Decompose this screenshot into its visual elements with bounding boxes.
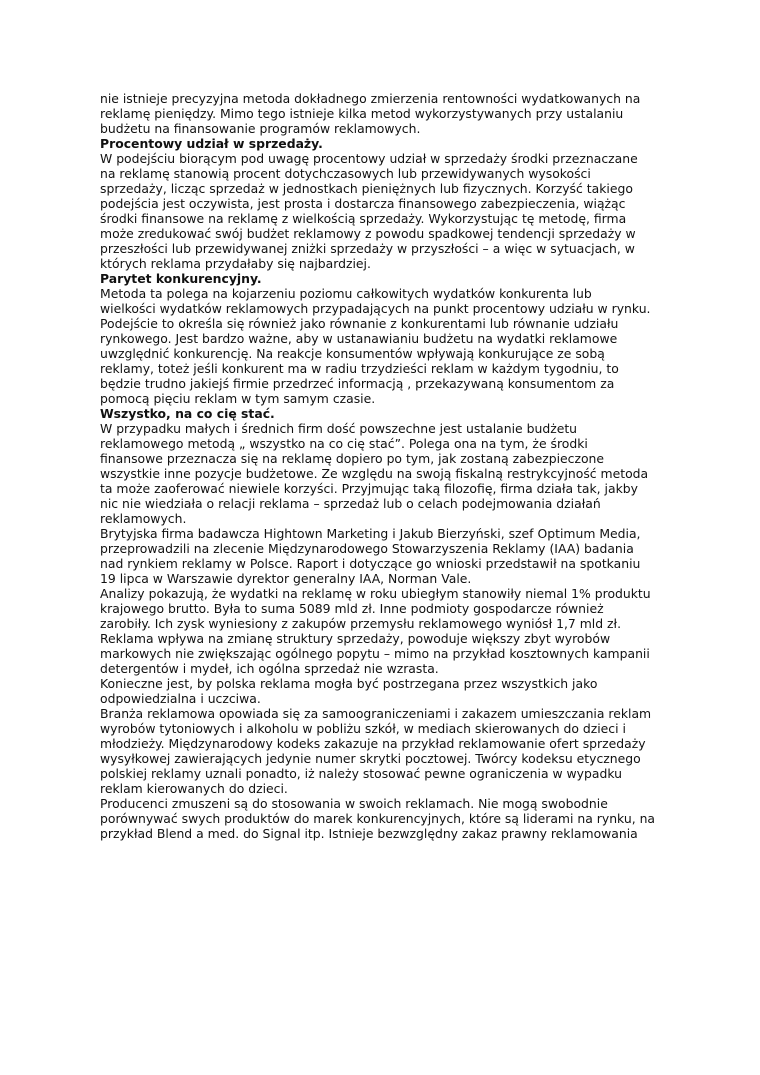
intro-paragraph: nie istnieje precyzyjna metoda dokładnego zmierzenia rentowności wydatkowanych na reklamę pieniędzy. Mimo tego istnieje kilka metod wykorzystywanych przy ustalaniu budżetu na finansowanie programów reklamowych. bbox=[100, 91, 641, 136]
section-body-percent-of-sales: W podejściu biorącym pod uwagę procentowy udział w sprzedaży środki przeznaczane na reklamę stanowią procent dotychczasowych lub przewidywanych wysokości sprzedaży, licząc sprzedaż w jednostkach pieniężnych lub fizycznych. Korzyść takiego podejścia jest oczywista, jest prosta i dostarcza finansowego zabezpieczenia, wiążąc środki finansowe na reklamę z wielkością sprzedaży. Wykorzystując tę metodę, firma może zredukować swój budżet reklamowy z powodu spadkowej tendencji sprzedaży w przeszłości lub przewidywanej zniżki sprzedaży w przyszłości – a więc w sytuacjach, w których reklama przydałaby się najbardziej. bbox=[100, 151, 638, 271]
section-body-competitive-parity: Metoda ta polega na kojarzeniu poziomu całkowitych wydatków konkurenta lub wielkości wydatków reklamowych przypadających na punkt procentowy udziału w rynku. Podejście to określa się również jako równanie z konkurentami lub równanie udziału rynkowego. Jest bardzo ważne, aby w ustanawianiu budżetu na wydatki reklamowe uwzględnić konkurencję. Na reakcje konsumentów wpływają konkurujące ze sobą reklamy, toteż jeśli konkurent ma w radiu trzydzieści reklam w każdym tygodniu, to będzie trudno jakiejś firmie przedrzeć informacją , przekazywaną konsumentom za pomocą pięciu reklam w tym samym czasie. bbox=[100, 286, 651, 406]
section-heading-competitive-parity: Parytet konkurencyjny. bbox=[100, 271, 262, 286]
section-body-all-you-can-afford: W przypadku małych i średnich firm dość powszechne jest ustalanie budżetu reklamowego metodą „ wszystko na co cię stać”. Polega ona na tym, że środki finansowe przeznacza się na reklamę dopiero po tym, jak zostaną zabezpieczone wszystkie inne pozycje budżetowe. Ze względu na swoją fiskalną restrykcyjność metoda ta może zaoferować niewiele korzyści. Przyjmując taką filozofię, firma działa tak, jakby nic nie wiedziała o relacji reklama – sprzedaż lub o celach podejmowania działań reklamowych. bbox=[100, 421, 649, 526]
report-paragraph: Brytyjska firma badawcza Hightown Marketing i Jakub Bierzyński, szef Optimum Media, przeprowadzili na zlecenie Międzynarodowego Stowarzyszenia Reklamy (IAA) badania nad rynkiem reklamy w Polsce. Raport i dotyczące go wnioski przedstawił na spotkaniu 19 lipca w Warszawie dyrektor generalny IAA, Norman Vale. Analizy pokazują, że wydatki na reklamę w roku ubiegłym stanowiły niemal 1% produktu krajowego brutto. Była to suma 5089 mld zł. Inne podmioty gospodarcze również zarobiły. Ich zysk wyniesiony z zakupów przemysłu reklamowego wyniósł 1,7 mld zł. bbox=[100, 526, 651, 631]
section-heading-percent-of-sales: Procentowy udział w sprzedaży. bbox=[100, 136, 323, 151]
closing-paragraph: Reklama wpływa na zmianę struktury sprzedaży, powoduje większy zbyt wyrobów markowych nie zwiększając ogólnego popytu – mimo na przykład kosztownych kampanii detergentów i mydeł, ich ogólna sprzedaż nie wzrasta. Konieczne jest, by polska reklama mogła być postrzegana przez wszystkich jako odpowiedzialna i uczciwa. Branża reklamowa opowiada się za samoograniczeniami i zakazem umieszczania reklam wyrobów tytoniowych i alkoholu w pobliżu szkół, w mediach skierowanych do dzieci i młodzieży. Międzynarodowy kodeks zakazuje na przykład reklamowanie ofert sprzedaży wysyłkowej zawierających jedynie numer skrytki pocztowej. Twórcy kodeksu etycznego polskiej reklamy uznali ponadto, iż należy stosować pewne ograniczenia w wypadku reklam kierowanych do dzieci. Producenci zmuszeni są do stosowania w swoich reklamach. Nie mogą swobodnie porównywać swych produktów do marek konkurencyjnych, które są liderami na rynku, na przykład Blend a med. do Signal itp. Istnieje bezwzględny zakaz prawny reklamowania bbox=[100, 631, 656, 841]
section-heading-all-you-can-afford: Wszystko, na co cię stać. bbox=[100, 406, 275, 421]
document-body bbox=[100, 91, 680, 841]
